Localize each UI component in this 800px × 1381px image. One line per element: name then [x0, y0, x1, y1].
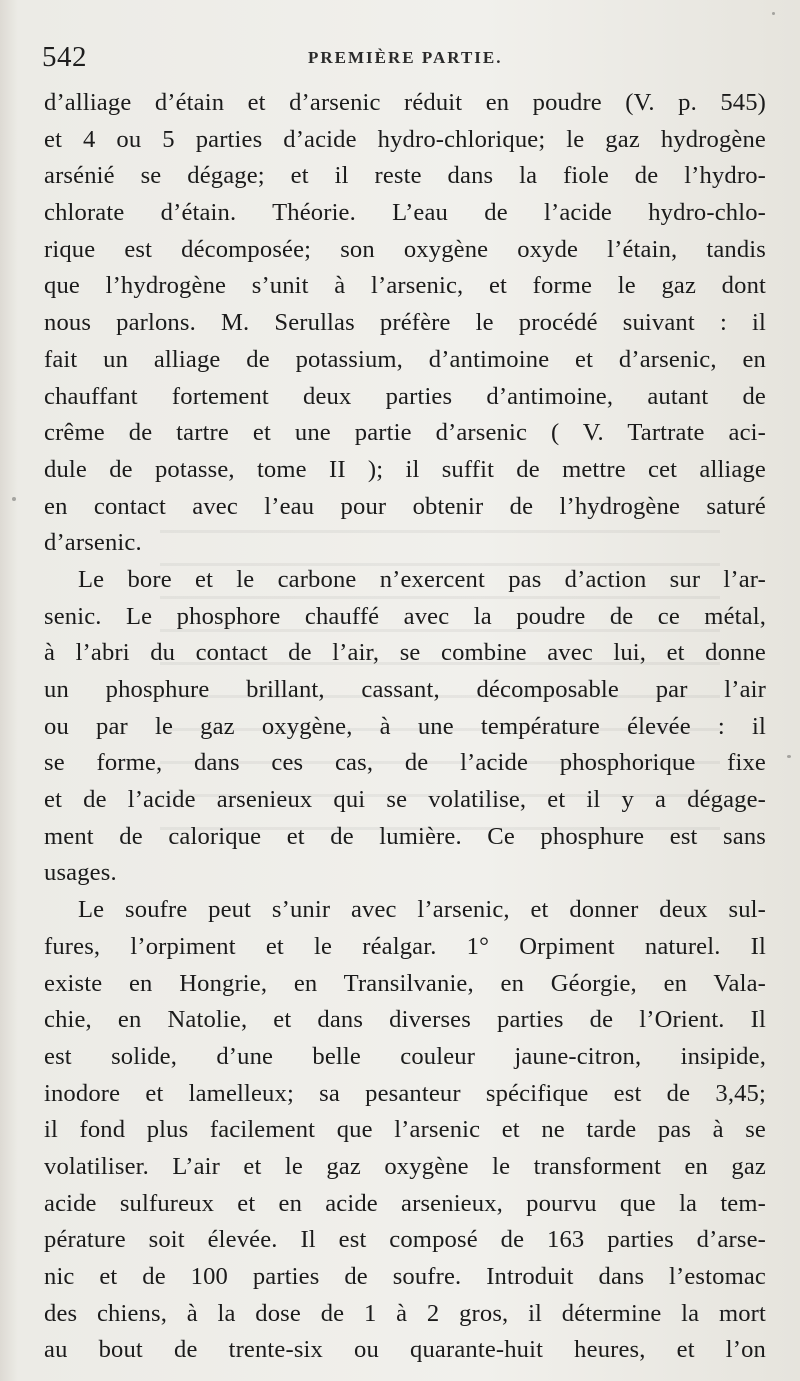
text-line: senic. Le phosphore chauffé avec la poudre de ce métal,: [44, 602, 766, 630]
text-line-paragraph-start: Le bore et le carbone n’exercent pas d’action sur l’ar-: [78, 565, 766, 593]
text-line: et de l’acide arsenieux qui se volatilise, et il y a dégage-: [44, 786, 766, 814]
text-line: en contact avec l’eau pour obtenir de l’hydrogène saturé: [44, 492, 766, 520]
ink-speck: [787, 755, 791, 758]
text-line: volatiliser. L’air et le gaz oxygène le transforment en gaz: [44, 1152, 766, 1180]
text-line: un phosphure brillant, cassant, décomposable par l’air: [44, 676, 766, 703]
text-line: et 4 ou 5 parties d’acide hydro-chlorique; le gaz hydrogène: [44, 125, 766, 153]
text-line: acide sulfureux et en acide arsenieux, pourvu que la tem-: [44, 1189, 766, 1217]
text-line: fait un alliage de potassium, d’antimoine et d’arsenic, en: [44, 345, 766, 373]
text-line: ment de calorique et de lumière. Ce phosphure est sans: [44, 822, 766, 850]
text-line: à l’abri du contact de l’air, se combine avec lui, et donne: [44, 639, 766, 667]
text-line: rique est décomposée; son oxygène oxyde l’étain, tandis: [44, 235, 766, 263]
text-line: d’alliage d’étain et d’arsenic réduit en poudre (V. p. 545): [44, 89, 766, 116]
text-line: dule de potasse, tome II ); il suffit de mettre cet alliage: [44, 455, 766, 483]
ink-speck: [12, 497, 16, 501]
text-line: crême de tartre et une partie d’arsenic ( V. Tartrate aci-: [44, 419, 766, 447]
text-line: inodore et lamelleux; sa pesanteur spécifique est de 3,45;: [44, 1079, 766, 1107]
text-line-paragraph-start: Le soufre peut s’unir avec l’arsenic, et donner deux sul-: [78, 896, 766, 924]
running-head: PREMIÈRE PARTIE.: [308, 48, 503, 67]
text-line: chauffant fortement deux parties d’antimoine, autant de: [44, 382, 766, 410]
text-line: se forme, dans ces cas, de l’acide phosphorique fixe: [44, 749, 766, 777]
text-line: ou par le gaz oxygène, à une température élevée : il: [44, 712, 766, 740]
page-number: 542: [42, 41, 87, 73]
text-line: est solide, d’une belle couleur jaune-citron, insipide,: [44, 1042, 766, 1070]
text-line: que l’hydrogène s’unit à l’arsenic, et forme le gaz dont: [44, 272, 766, 300]
text-line: au bout de trente-six ou quarante-huit heures, et l’on: [44, 1336, 766, 1364]
text-line: des chiens, à la dose de 1 à 2 gros, il détermine la mort: [44, 1299, 766, 1327]
ink-speck: [772, 12, 775, 15]
text-line: chlorate d’étain. Théorie. L’eau de l’acide hydro-chlo-: [44, 199, 766, 227]
text-line: arsénié se dégage; et il reste dans la fiole de l’hydro-: [44, 162, 766, 190]
text-line-paragraph-end: usages.: [44, 859, 117, 887]
text-line: il fond plus facilement que l’arsenic et ne tarde pas à se: [44, 1116, 766, 1144]
text-line: nic et de 100 parties de soufre. Introduit dans l’estomac: [44, 1263, 766, 1290]
text-line: chie, en Natolie, et dans diverses parties de l’Orient. Il: [44, 1006, 766, 1034]
body-text: [44, 85, 766, 1369]
text-line-paragraph-end: d’arsenic.: [44, 529, 142, 557]
text-line: fures, l’orpiment et le réalgar. 1° Orpiment naturel. Il: [44, 932, 766, 960]
page-header: [38, 40, 763, 80]
text-line: nous parlons. M. Serullas préfère le procédé suivant : il: [44, 309, 766, 337]
text-line: existe en Hongrie, en Transilvanie, en Géorgie, en Vala-: [44, 969, 766, 997]
text-line: pérature soit élevée. Il est composé de 163 parties d’arse-: [44, 1226, 766, 1254]
